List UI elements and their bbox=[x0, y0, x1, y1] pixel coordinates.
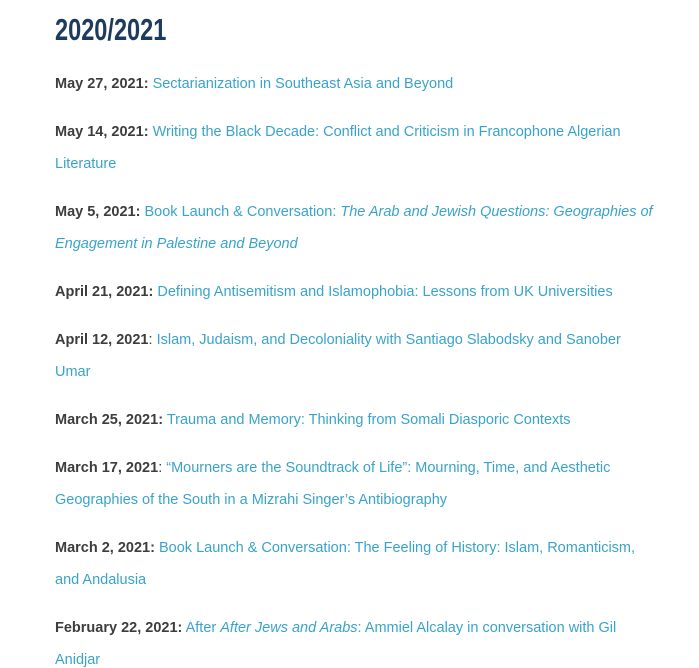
event-date: March 25, 2021 bbox=[55, 412, 159, 428]
event-item bbox=[55, 532, 655, 596]
event-date: February 22, 2021 bbox=[55, 620, 178, 636]
event-date: May 14, 2021 bbox=[55, 124, 144, 140]
event-link[interactable] bbox=[153, 76, 454, 92]
event-date: March 17, 2021 bbox=[55, 460, 159, 476]
event-date: May 27, 2021 bbox=[55, 76, 144, 92]
event-date-colon: : bbox=[135, 204, 141, 220]
event-item bbox=[55, 116, 655, 180]
event-date-colon: : bbox=[150, 540, 155, 556]
event-date-colon: : bbox=[158, 460, 163, 476]
event-date-colon: : bbox=[143, 76, 149, 92]
event-date-colon: : bbox=[143, 124, 149, 140]
event-item bbox=[55, 68, 655, 100]
page-title: 2020/2021 bbox=[55, 12, 167, 47]
event-item bbox=[55, 196, 655, 260]
event-title-segment: “Mourners are the Soundtrack of Life”: Mourning, Time, and Aesthetic Geographies of the South in a Mizrahi Singer’s Antibiography bbox=[55, 460, 611, 508]
event-title-segment: Book Launch & Conversation: The Feeling of History: Islam, Romanticism, and Andalusia bbox=[55, 540, 636, 588]
event-title-segment: Defining Antisemitism and Islamophobia: Lessons from UK Universities bbox=[157, 284, 613, 300]
event-date: April 12, 2021 bbox=[55, 332, 149, 348]
event-title-segment: After bbox=[185, 620, 221, 636]
event-item bbox=[55, 276, 655, 308]
events-list bbox=[55, 68, 655, 668]
event-date-colon: : bbox=[148, 332, 153, 348]
event-date: May 5, 2021 bbox=[55, 204, 136, 220]
event-item bbox=[55, 324, 655, 388]
event-link[interactable] bbox=[167, 412, 571, 428]
event-title-italic-segment: The Arab and Jewish Questions: Geographies of Engagement in Palestine and Beyond bbox=[55, 204, 653, 252]
event-link[interactable] bbox=[55, 204, 653, 252]
event-date-colon: : bbox=[148, 284, 154, 300]
event-title-segment: Sectarianization in Southeast Asia and Beyond bbox=[152, 76, 454, 92]
event-title-segment: Book Launch & Conversation: bbox=[144, 204, 341, 220]
event-item bbox=[55, 404, 655, 436]
event-date-colon: : bbox=[177, 620, 183, 636]
event-item bbox=[55, 612, 655, 668]
event-title-segment: Writing the Black Decade: Conflict and Criticism in Francophone Algerian Literature bbox=[55, 124, 621, 172]
event-date: April 21, 2021 bbox=[55, 284, 149, 300]
event-date: March 2, 2021 bbox=[55, 540, 151, 556]
event-title-segment: Trauma and Memory: Thinking from Somali Diasporic Contexts bbox=[166, 412, 571, 428]
event-item bbox=[55, 452, 655, 516]
event-date-colon: : bbox=[158, 412, 164, 428]
event-title-segment: Islam, Judaism, and Decoloniality with Santiago Slabodsky and Sanober Umar bbox=[55, 332, 621, 380]
event-title-segment: : Ammiel Alcalay in conversation with Gil Anidjar bbox=[55, 620, 617, 668]
event-title-italic-segment: After Jews and Arabs bbox=[220, 620, 358, 636]
event-link[interactable] bbox=[157, 284, 612, 300]
